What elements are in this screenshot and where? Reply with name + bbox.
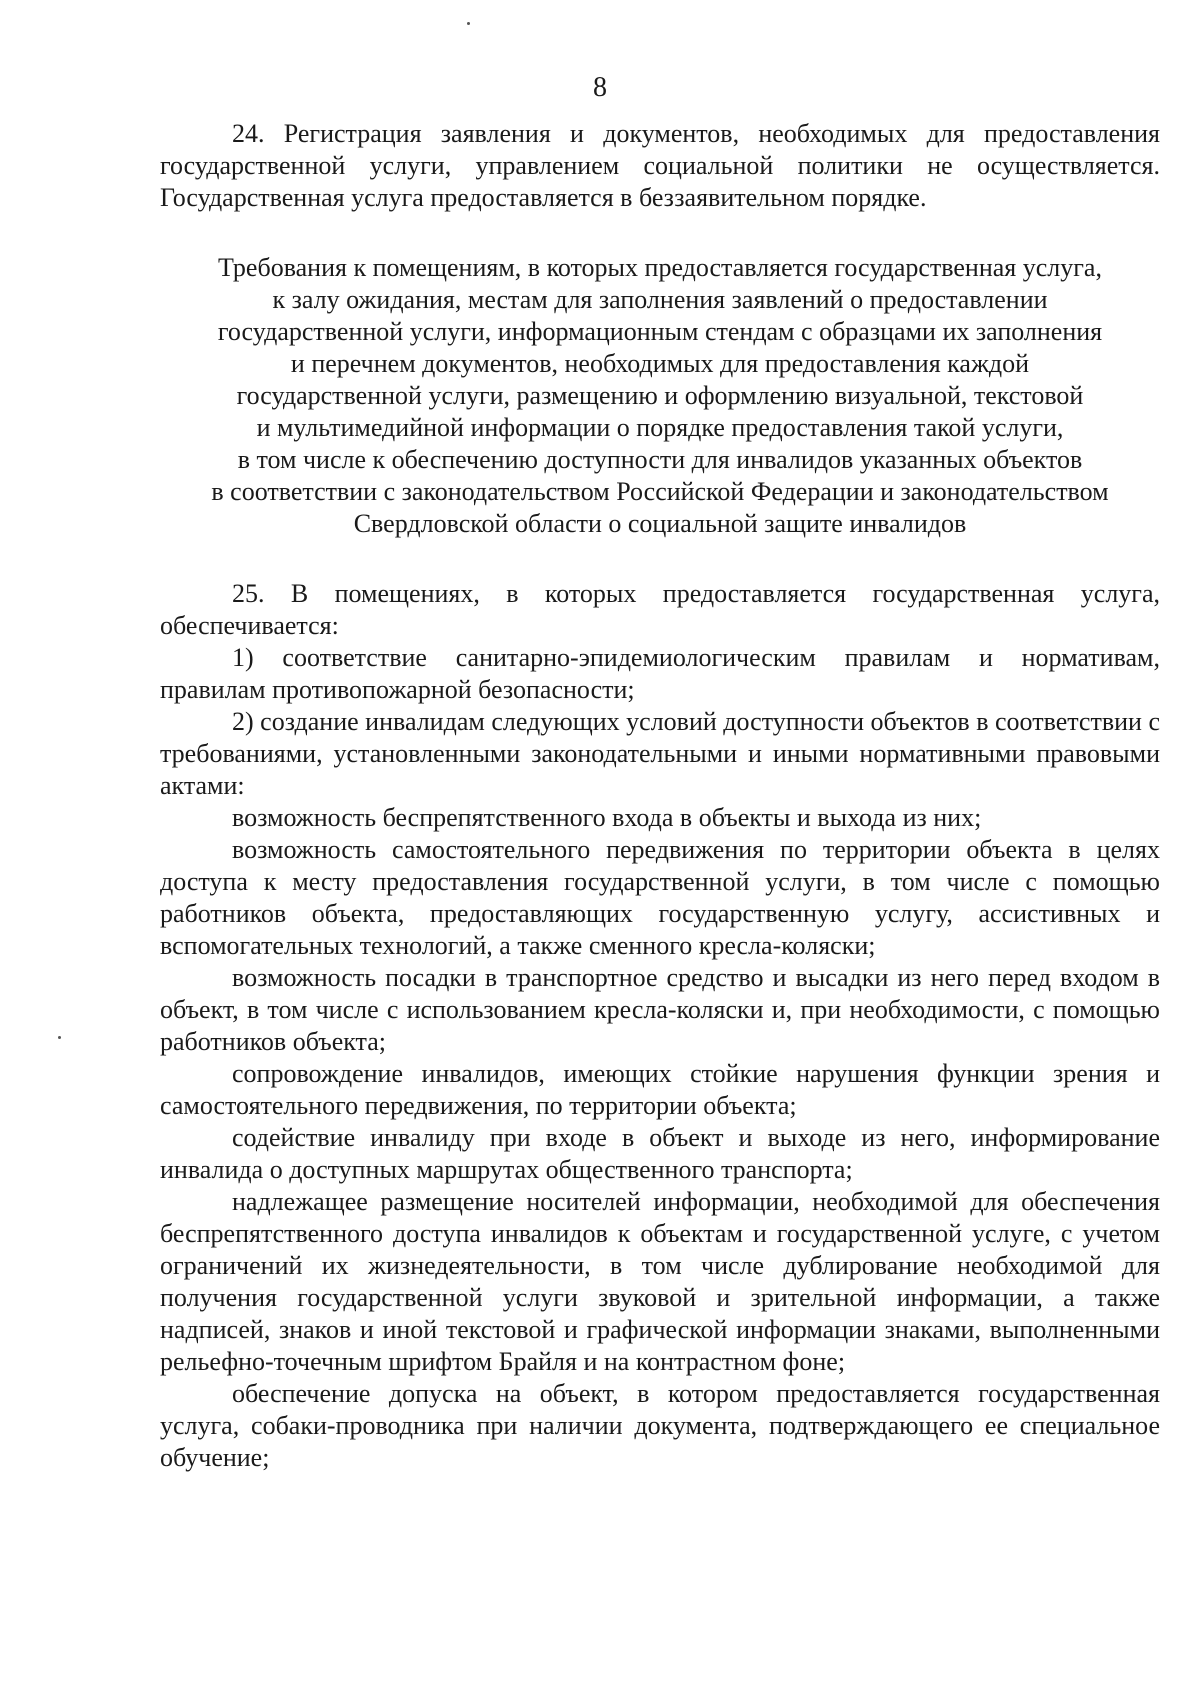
paragraph-25-sub2: 2) создание инвалидам следующих условий доступности объектов в соответствии с требованиями, установленными законодательными и иными нормативными правовыми актами: <box>160 707 1160 800</box>
condition-item: возможность самостоятельного передвижения по территории объекта в целях доступа к месту предоставления государственной услуги, в том числе с помощью работников объекта, предоставляющих государственную услугу, ассистивных и вспомогательных технологий, а также сменного кресла-коляски; <box>160 835 1160 960</box>
paragraph-24: 24. Регистрация заявления и документов, необходимых для предоставления государственной услуги, управлением социальной политики не осуществляется. Государственная услуга предоставляется в беззаявительном порядке. <box>160 119 1160 212</box>
paragraph-25-sub1: 1) соответствие санитарно-эпидемиологическим правилам и нормативам, правилам противопожарной безопасности; <box>160 643 1160 704</box>
heading-line: Требования к помещениям, в которых предоставляется государственная услуга, <box>218 253 1102 282</box>
condition-item: надлежащее размещение носителей информации, необходимой для обеспечения беспрепятственного доступа инвалидов к объектам и государственной услуге, с учетом ограничений их жизнедеятельности, в том числе дублирование необходимой для получения государственной услуги звуковой и зрительной информации, а также надписей, знаков и иной текстовой и графической информации знаками, выполненными рельефно-точечным шрифтом Брайля и на контрастном фоне; <box>160 1187 1160 1376</box>
section-heading <box>160 252 1160 540</box>
page-number: 8 <box>593 72 607 103</box>
scan-speck <box>467 22 470 25</box>
heading-line: и перечнем документов, необходимых для предоставления каждой <box>290 349 1030 378</box>
condition-item: обеспечение допуска на объект, в котором предоставляется государственная услуга, собаки-проводника при наличии документа, подтверждающего ее специальное обучение; <box>160 1379 1160 1472</box>
scan-speck <box>58 1036 61 1039</box>
condition-item: содействие инвалиду при входе в объект и выходе из него, информирование инвалида о доступных маршрутах общественного транспорта; <box>160 1123 1160 1184</box>
heading-line: к залу ожидания, местам для заполнения заявлений о предоставлении <box>272 285 1048 314</box>
heading-line: государственной услуги, размещению и оформлению визуальной, текстовой <box>236 381 1084 410</box>
document-body <box>160 118 1160 1474</box>
heading-line: государственной услуги, информационным стендам с образцами их заполнения <box>217 317 1103 346</box>
heading-line: Свердловской области о социальной защите инвалидов <box>353 509 967 538</box>
paragraph-25-intro: 25. В помещениях, в которых предоставляется государственная услуга, обеспечивается: <box>160 579 1160 640</box>
heading-line: и мультимедийной информации о порядке предоставления такой услуги, <box>256 413 1064 442</box>
condition-item: сопровождение инвалидов, имеющих стойкие нарушения функции зрения и самостоятельного передвижения, по территории объекта; <box>160 1059 1160 1120</box>
condition-item: возможность беспрепятственного входа в объекты и выхода из них; <box>232 803 982 832</box>
heading-line: в том числе к обеспечению доступности для инвалидов указанных объектов <box>237 445 1083 474</box>
condition-item: возможность посадки в транспортное средство и высадки из него перед входом в объект, в том числе с использованием кресла-коляски и, при необходимости, с помощью работников объекта; <box>160 963 1160 1056</box>
heading-line: в соответствии с законодательством Российской Федерации и законодательством <box>211 477 1109 506</box>
